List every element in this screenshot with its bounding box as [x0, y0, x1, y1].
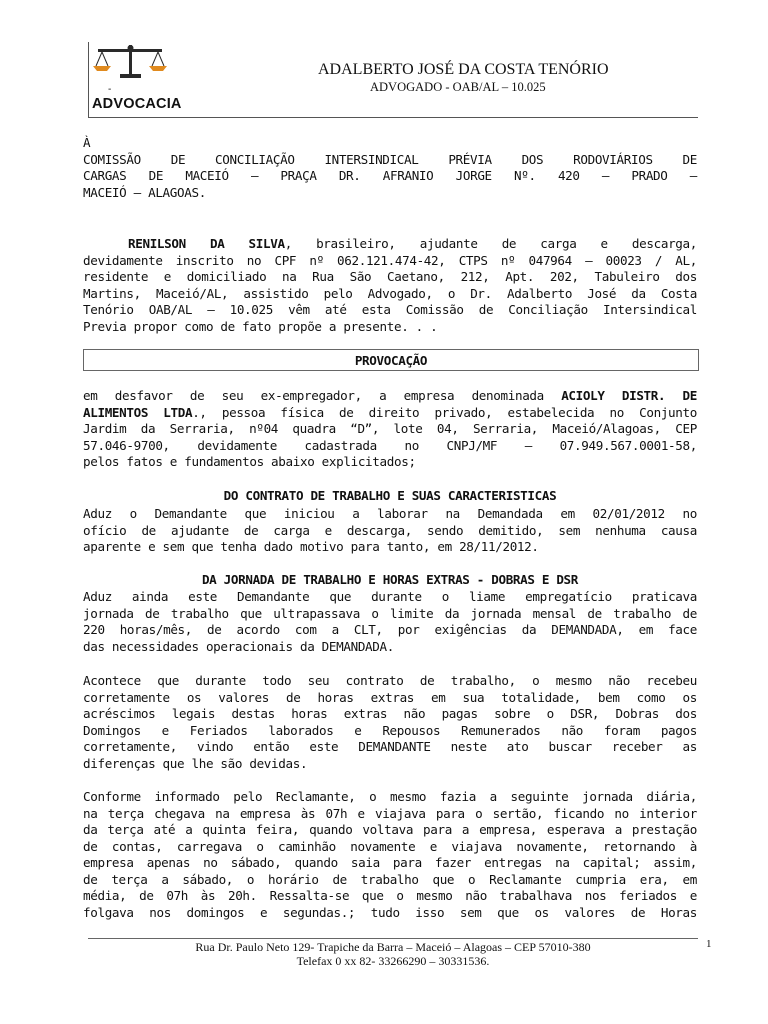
contract-line: aparente e sem que tenha dado motivo para tanto, em 28/11/2012. — [83, 539, 539, 554]
provocacao-line: Jardim da Serraria, nº04 quadra “D”, lote 04, Serraria, Maceió/Alagoas, CEP — [83, 421, 697, 436]
contract-section-heading: DO CONTRATO DE TRABALHO E SUAS CARACTERISTICAS — [223, 488, 557, 503]
hours-line: de contas, carregava o caminhão novamente e viajava novamente, retornando à — [83, 838, 697, 854]
scales-of-justice-icon — [92, 42, 168, 82]
footer-address: Rua Dr. Paulo Neto 129- Trapiche da Barra – Maceió – Alagoas – CEP 57010-380 — [195, 940, 591, 954]
hours-line: da terça até a quinta feira, quando voltava para a empresa, esperava a prestação — [83, 822, 697, 837]
provocacao-first-line — [83, 388, 697, 405]
hours-line: 220 horas/mês, de acordo com a CLT, por exigências da DEMANDADA, em face — [83, 622, 697, 637]
hours-line: corretamente, vindo então este DEMANDANTE neste ato buscar receber as — [83, 739, 697, 754]
hours-line: folgava nos domingos e segundas.; tudo isso sem que os valores de Horas — [83, 904, 697, 920]
addressee-line: MACEIÓ – ALAGOAS. — [83, 184, 206, 200]
hours-line: empresa apenas no sábado, quando saia para fazer entregas na capital; assim, — [83, 855, 697, 870]
provocacao-intro: em desfavor de seu ex-empregador, a empresa denominada — [83, 388, 562, 403]
header-divider — [88, 117, 698, 118]
hours-section-heading: DA JORNADA DE TRABALHO E HORAS EXTRAS - DOBRAS E DSR — [201, 572, 579, 587]
provocacao-line: pelos fatos e fundamentos abaixo explicitados; — [83, 454, 416, 469]
hours-paragraph-1 — [83, 589, 697, 655]
claimant-first-line — [83, 236, 697, 253]
company-name-part2: ALIMENTOS LTDA — [83, 404, 193, 420]
hours-line: de terça a sábado, o horário de trabalho que o Reclamante cumpria era, em — [83, 871, 697, 887]
claimant-name: RENILSON DA SILVA — [128, 236, 285, 251]
contract-paragraph — [83, 506, 697, 556]
hours-paragraph-3 — [83, 789, 697, 921]
hours-line: corretamente os valores de horas extras em sua totalidade, bem como os — [83, 689, 697, 705]
hours-line: na terça chegava na empresa às 07h e viajava para o sertão, ficando no interior — [83, 805, 697, 821]
provocacao-title-box — [83, 349, 699, 371]
lawyer-name: ADALBERTO JOSÉ DA COSTA TENÓRIO — [318, 61, 609, 78]
claimant-line: Previa propor como de fato propõe a presente. . . — [83, 318, 438, 334]
claimant-line: Tenório OAB/AL – 10.025 vêm até esta Comissão de Conciliação Intersindical — [83, 302, 697, 317]
provocacao-paragraph — [83, 388, 697, 471]
hours-line: Conforme informado pelo Reclamante, o mesmo fazia a seguinte jornada diária, — [83, 789, 697, 804]
provocacao-title: PROVOCAÇÃO — [354, 353, 428, 368]
hours-paragraph-2 — [83, 673, 697, 772]
logo-dash: - — [108, 84, 112, 95]
addressee-line: COMISSÃO DE CONCILIAÇÃO INTERSINDICAL PRÉVIA DOS RODOVIÁRIOS DE — [83, 151, 697, 167]
addressee-block — [83, 135, 697, 201]
contract-line: Aduz o Demandante que iniciou a laborar na Demandada em 02/01/2012 no — [83, 506, 697, 521]
claimant-line: devidamente inscrito no CPF nº 062.121.474-42, CTPS nº 047964 – 00023 / AL, — [83, 252, 697, 268]
addressee-line: À — [83, 135, 91, 150]
addressee-line: CARGAS DE MACEIÓ – PRAÇA DR. AFRANIO JORGE Nº. 420 – PRADO – — [83, 168, 697, 183]
claimant-line: residente e domiciliado na Rua São Caetano, 212, Apt. 202, Tabuleiro dos — [83, 269, 697, 284]
footer-phone: Telefax 0 xx 82- 33266290 – 30331536. — [296, 954, 490, 968]
contract-line: ofício de ajudante de carga e descarga, sendo demitido, sem nenhuma causa — [83, 522, 697, 538]
logo-text: ADVOCACIA — [92, 96, 182, 112]
claimant-intro: , brasileiro, ajudante de carga e descarga, — [284, 236, 697, 251]
company-name-part1: ACIOLY DISTR. DE — [561, 388, 698, 403]
hours-line: média, de 07h às 20h. Ressalta-se que o mesmo não trabalhava nos feriados e — [83, 888, 697, 903]
provocacao-second-line — [83, 405, 697, 422]
hours-line: Acontece que durante todo seu contrato de trabalho, o mesmo não recebeu — [83, 673, 697, 688]
hours-line: das necessidades operacionais da DEMANDADA. — [83, 638, 394, 654]
page-number: 1 — [706, 938, 712, 950]
hours-line: Domingos e Feriados laborados e Repousos Remunerados não foram pagos — [83, 722, 697, 738]
footer-divider — [88, 938, 698, 939]
hours-line: jornada de trabalho que ultrapassava o limite da jornada mensal de trabalho de — [83, 605, 697, 621]
hours-line: acréscimos legais destas horas extras não pagas sobre o DSR, Dobras dos — [83, 706, 697, 721]
provocacao-line: 57.046-9700, devidamente cadastrada no CNPJ/MF – 07.949.567.0001-58, — [83, 437, 697, 453]
hours-line: diferenças que lhe são devidas. — [83, 755, 308, 771]
claimant-line: Martins, Maceió/AL, assistido pelo Advogado, o Dr. Adalberto José da Costa — [83, 285, 697, 301]
provocacao-company-description: ., pessoa física de direito privado, estabelecida no Conjunto — [192, 404, 697, 420]
claimant-paragraph — [83, 236, 697, 335]
hours-line: Aduz ainda este Demandante que durante o liame empregatício praticava — [83, 589, 697, 604]
lawyer-registration: ADVOGADO - OAB/AL – 10.025 — [370, 80, 546, 94]
